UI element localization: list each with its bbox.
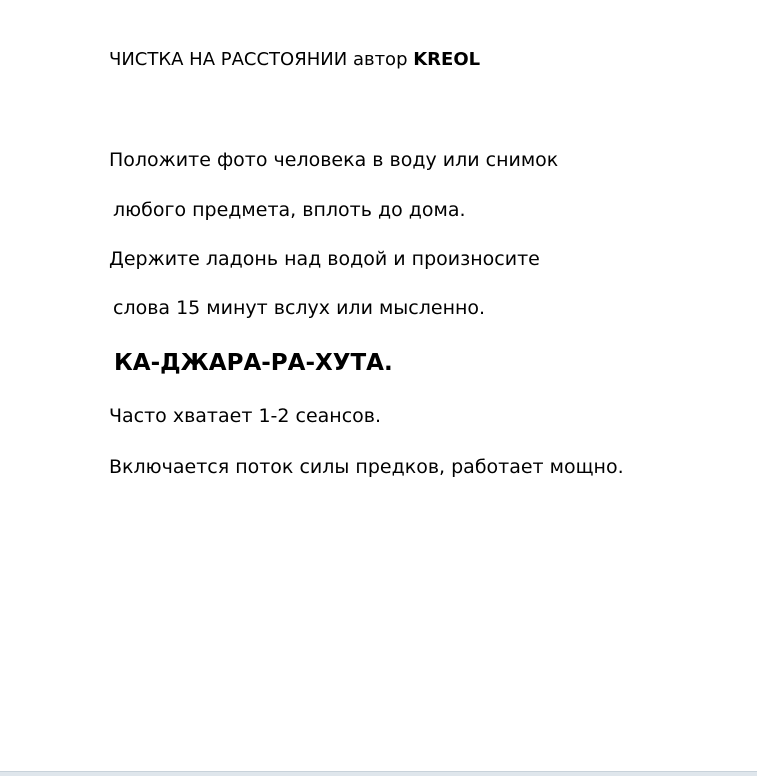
title-text: ЧИСТКА НА РАССТОЯНИИ	[109, 49, 348, 70]
instruction-line-3: Держите ладонь над водой и произносите	[109, 248, 540, 270]
instruction-line-4: слова 15 минут вслух или мысленно.	[113, 297, 486, 319]
title-author: KREOL	[413, 49, 481, 70]
mantra-text: КА-ДЖАРА-РА-ХУТА.	[114, 350, 393, 376]
note-line-2: Включается поток силы предков, работает мощно.	[109, 456, 624, 478]
note-line-1: Часто хватает 1-2 сеансов.	[109, 405, 382, 427]
instruction-line-1: Положите фото человека в воду или снимок	[109, 149, 559, 171]
instruction-line-2: любого предмета, вплоть до дома.	[113, 199, 466, 221]
page-bottom-edge	[0, 771, 757, 776]
title-author-prefix: автор	[352, 49, 408, 70]
document-title	[109, 49, 480, 71]
